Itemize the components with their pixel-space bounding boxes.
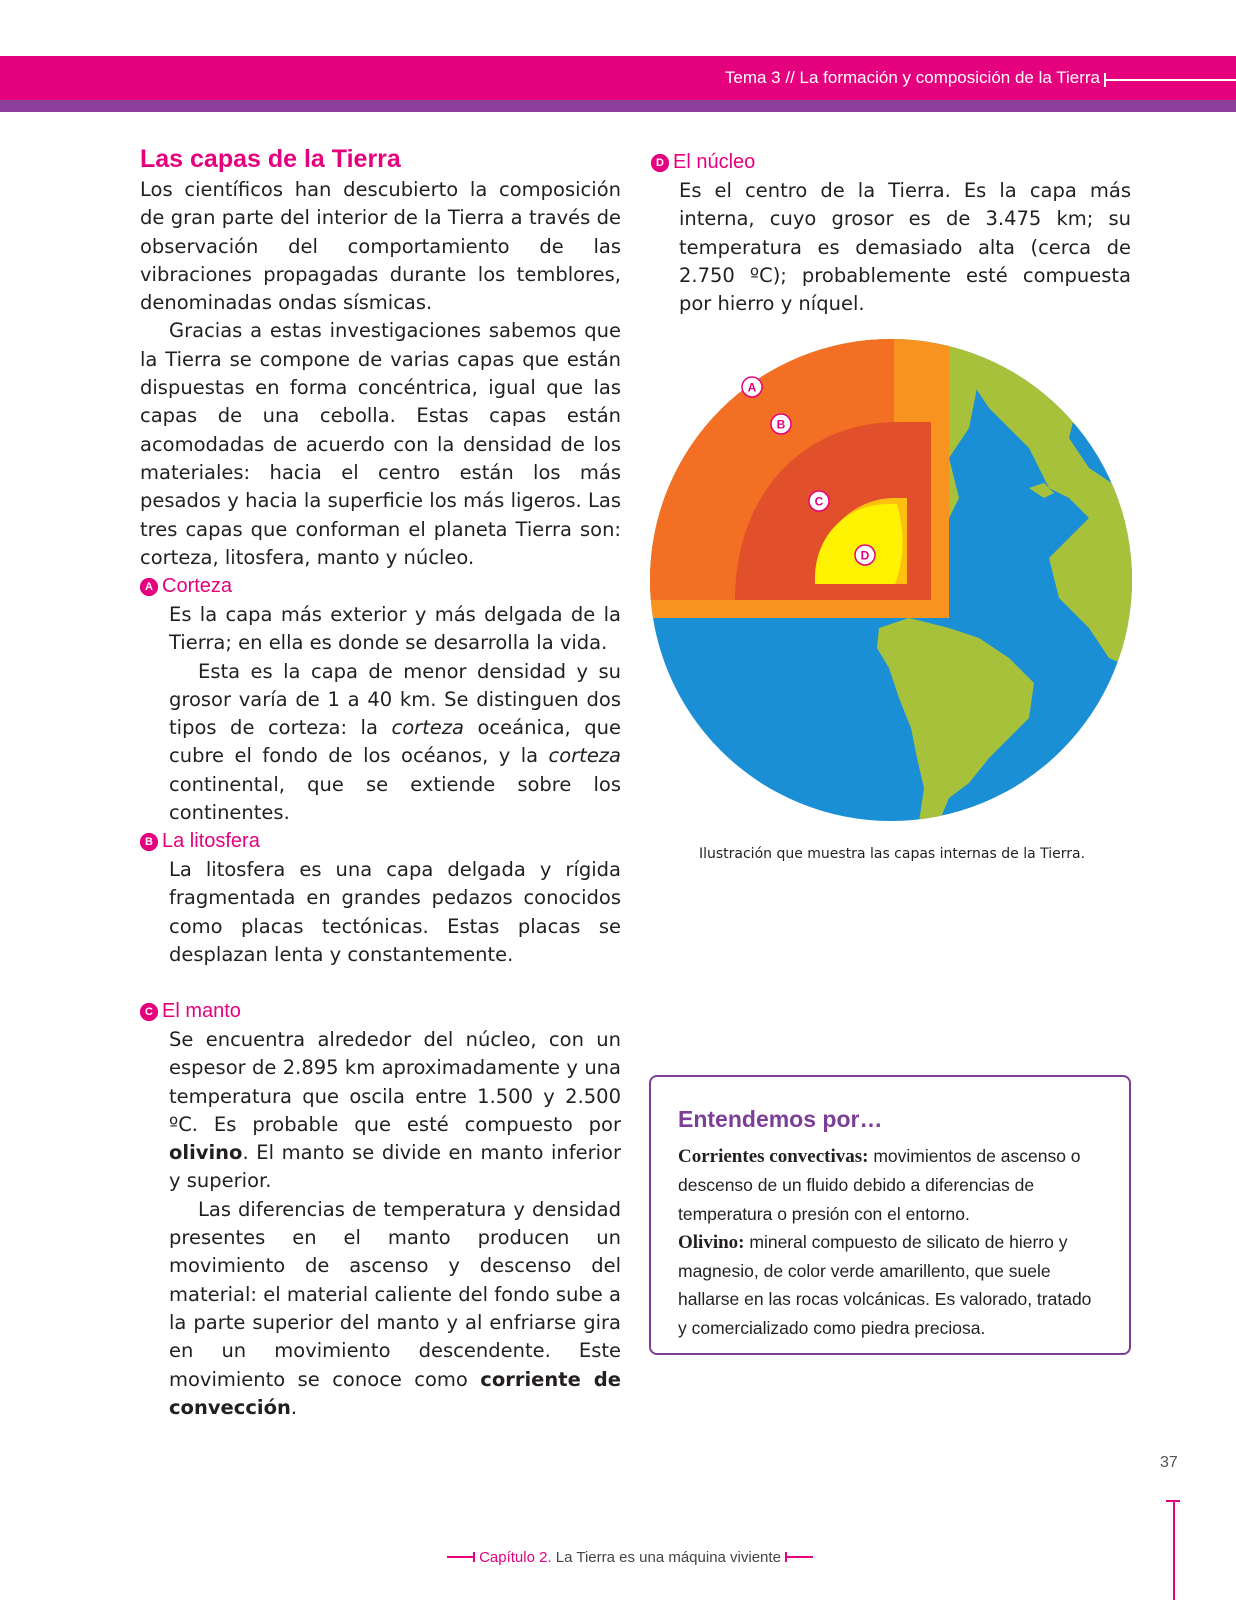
earth-svg bbox=[649, 338, 1133, 822]
label-c: C bbox=[814, 494, 824, 509]
label-b: B bbox=[776, 417, 786, 432]
intro-block bbox=[140, 176, 621, 572]
intro-paragraph-2: Gracias a estas investigaciones sabemos que la Tierra se compone de varias capas que están dispuestas en forma concéntrica, igual que las capas de una cebolla. Estas capas están acomodadas de acuerdo con la densidad de los materiales: hacia el centro están los más pesados y hacia la superficie los más ligeros. Las tres capas que conforman el planeta Tierra son: corteza, litosfera, manto y núcleo. bbox=[140, 319, 621, 569]
header-rule bbox=[1104, 79, 1236, 81]
section-title-litosfera: La litosfera bbox=[162, 830, 260, 852]
badge-c: C bbox=[140, 1003, 158, 1021]
manto-paragraph-1: Se encuentra alrededor del núcleo, con un espesor de 2.895 km aproximadamente y una temperatura que oscila entre 1.500 y 2.500 ºC. Es probable que esté compuesto por olivino. El manto se divide en manto inferior y superior. bbox=[169, 1028, 621, 1193]
section-title-corteza: Corteza bbox=[162, 575, 233, 597]
section-body-litosfera bbox=[169, 856, 621, 969]
label-d: D bbox=[860, 548, 870, 563]
badge-b: B bbox=[140, 833, 158, 851]
section-heading-nucleo bbox=[651, 149, 755, 175]
header-title: Tema 3 // La formación y composición de la Tierra bbox=[724, 68, 1100, 87]
glossary-entry-corrientes: Corrientes convectivas: movimientos de ascenso o descenso de un fluido debido a diferencias de temperatura o presión con el entorno. bbox=[678, 1146, 1081, 1224]
section-body-nucleo bbox=[679, 177, 1131, 318]
litosfera-paragraph: La litosfera es una capa delgada y rígida fragmentada en grandes pedazos conocidos como placas tectónicas. Estas placas se desplazan lenta y constantemente. bbox=[169, 858, 621, 966]
page-title: Las capas de la Tierra bbox=[140, 145, 401, 173]
badge-d: D bbox=[651, 154, 669, 172]
glossary-entry-olivino: Olivino: mineral compuesto de silicato de hierro y magnesio, de color verde amarillento, que suele hallarse en las rocas volcánicas. Es valorado, tratado y comercializado como piedra preciosa. bbox=[678, 1231, 1092, 1338]
footer bbox=[440, 1549, 820, 1566]
section-heading-manto bbox=[140, 998, 241, 1024]
badge-a: A bbox=[140, 578, 158, 596]
footer-rule-left bbox=[447, 1556, 473, 1558]
corteza-paragraph-2: Esta es la capa de menor densidad y su grosor varía de 1 a 40 km. Se distinguen dos tipos de corteza: la corteza oceánica, que cubre el fondo de los océanos, y la corteza continental, que se extiende sobre los continentes. bbox=[169, 659, 622, 825]
nucleo-paragraph: Es el centro de la Tierra. Es la capa más interna, cuyo grosor es de 3.475 km; su temperatura es demasiado alta (cerca de 2.750 ºC); probablemente esté compuesta por hierro y níquel. bbox=[679, 179, 1131, 316]
header-band-stripe bbox=[0, 100, 1236, 112]
section-title-manto: El manto bbox=[162, 1000, 241, 1022]
intro-paragraph-1: Los científicos han descubierto la composición de gran parte del interior de la Tierra a través de observación del comportamiento de las vibraciones propagadas durante los temblores, denominadas ondas sísmicas. bbox=[140, 178, 621, 315]
section-heading-litosfera bbox=[140, 828, 260, 854]
glossary-title: Entendemos por… bbox=[678, 1106, 883, 1132]
footer-chapter-label: Capítulo 2. bbox=[479, 1549, 552, 1566]
section-body-corteza bbox=[169, 601, 621, 827]
figure-caption: Ilustración que muestra las capas internas de la Tierra. bbox=[698, 846, 1086, 862]
page-number: 37 bbox=[1160, 1454, 1178, 1471]
section-heading-corteza bbox=[140, 573, 232, 599]
section-title-nucleo: El núcleo bbox=[673, 151, 756, 173]
manto-paragraph-2: Las diferencias de temperatura y densidad presentes en el manto producen un movimiento de ascenso y descenso del material: el material caliente del fondo sube a la parte superior del manto y al enfriarse gira en un movimiento descendente. Este movimiento se conoce como corriente de convección. bbox=[169, 1197, 621, 1419]
footer-rule-right bbox=[787, 1556, 813, 1558]
earth-layers-illustration bbox=[649, 338, 1133, 822]
page-rule bbox=[1173, 1500, 1175, 1600]
glossary-body bbox=[678, 1142, 1098, 1342]
footer-chapter-title: La Tierra es una máquina viviente bbox=[551, 1549, 781, 1566]
section-body-manto bbox=[169, 1026, 621, 1422]
corteza-paragraph-1: Es la capa más exterior y más delgada de la Tierra; en ella es donde se desarrolla la vida. bbox=[169, 603, 621, 655]
label-a: A bbox=[747, 380, 757, 395]
